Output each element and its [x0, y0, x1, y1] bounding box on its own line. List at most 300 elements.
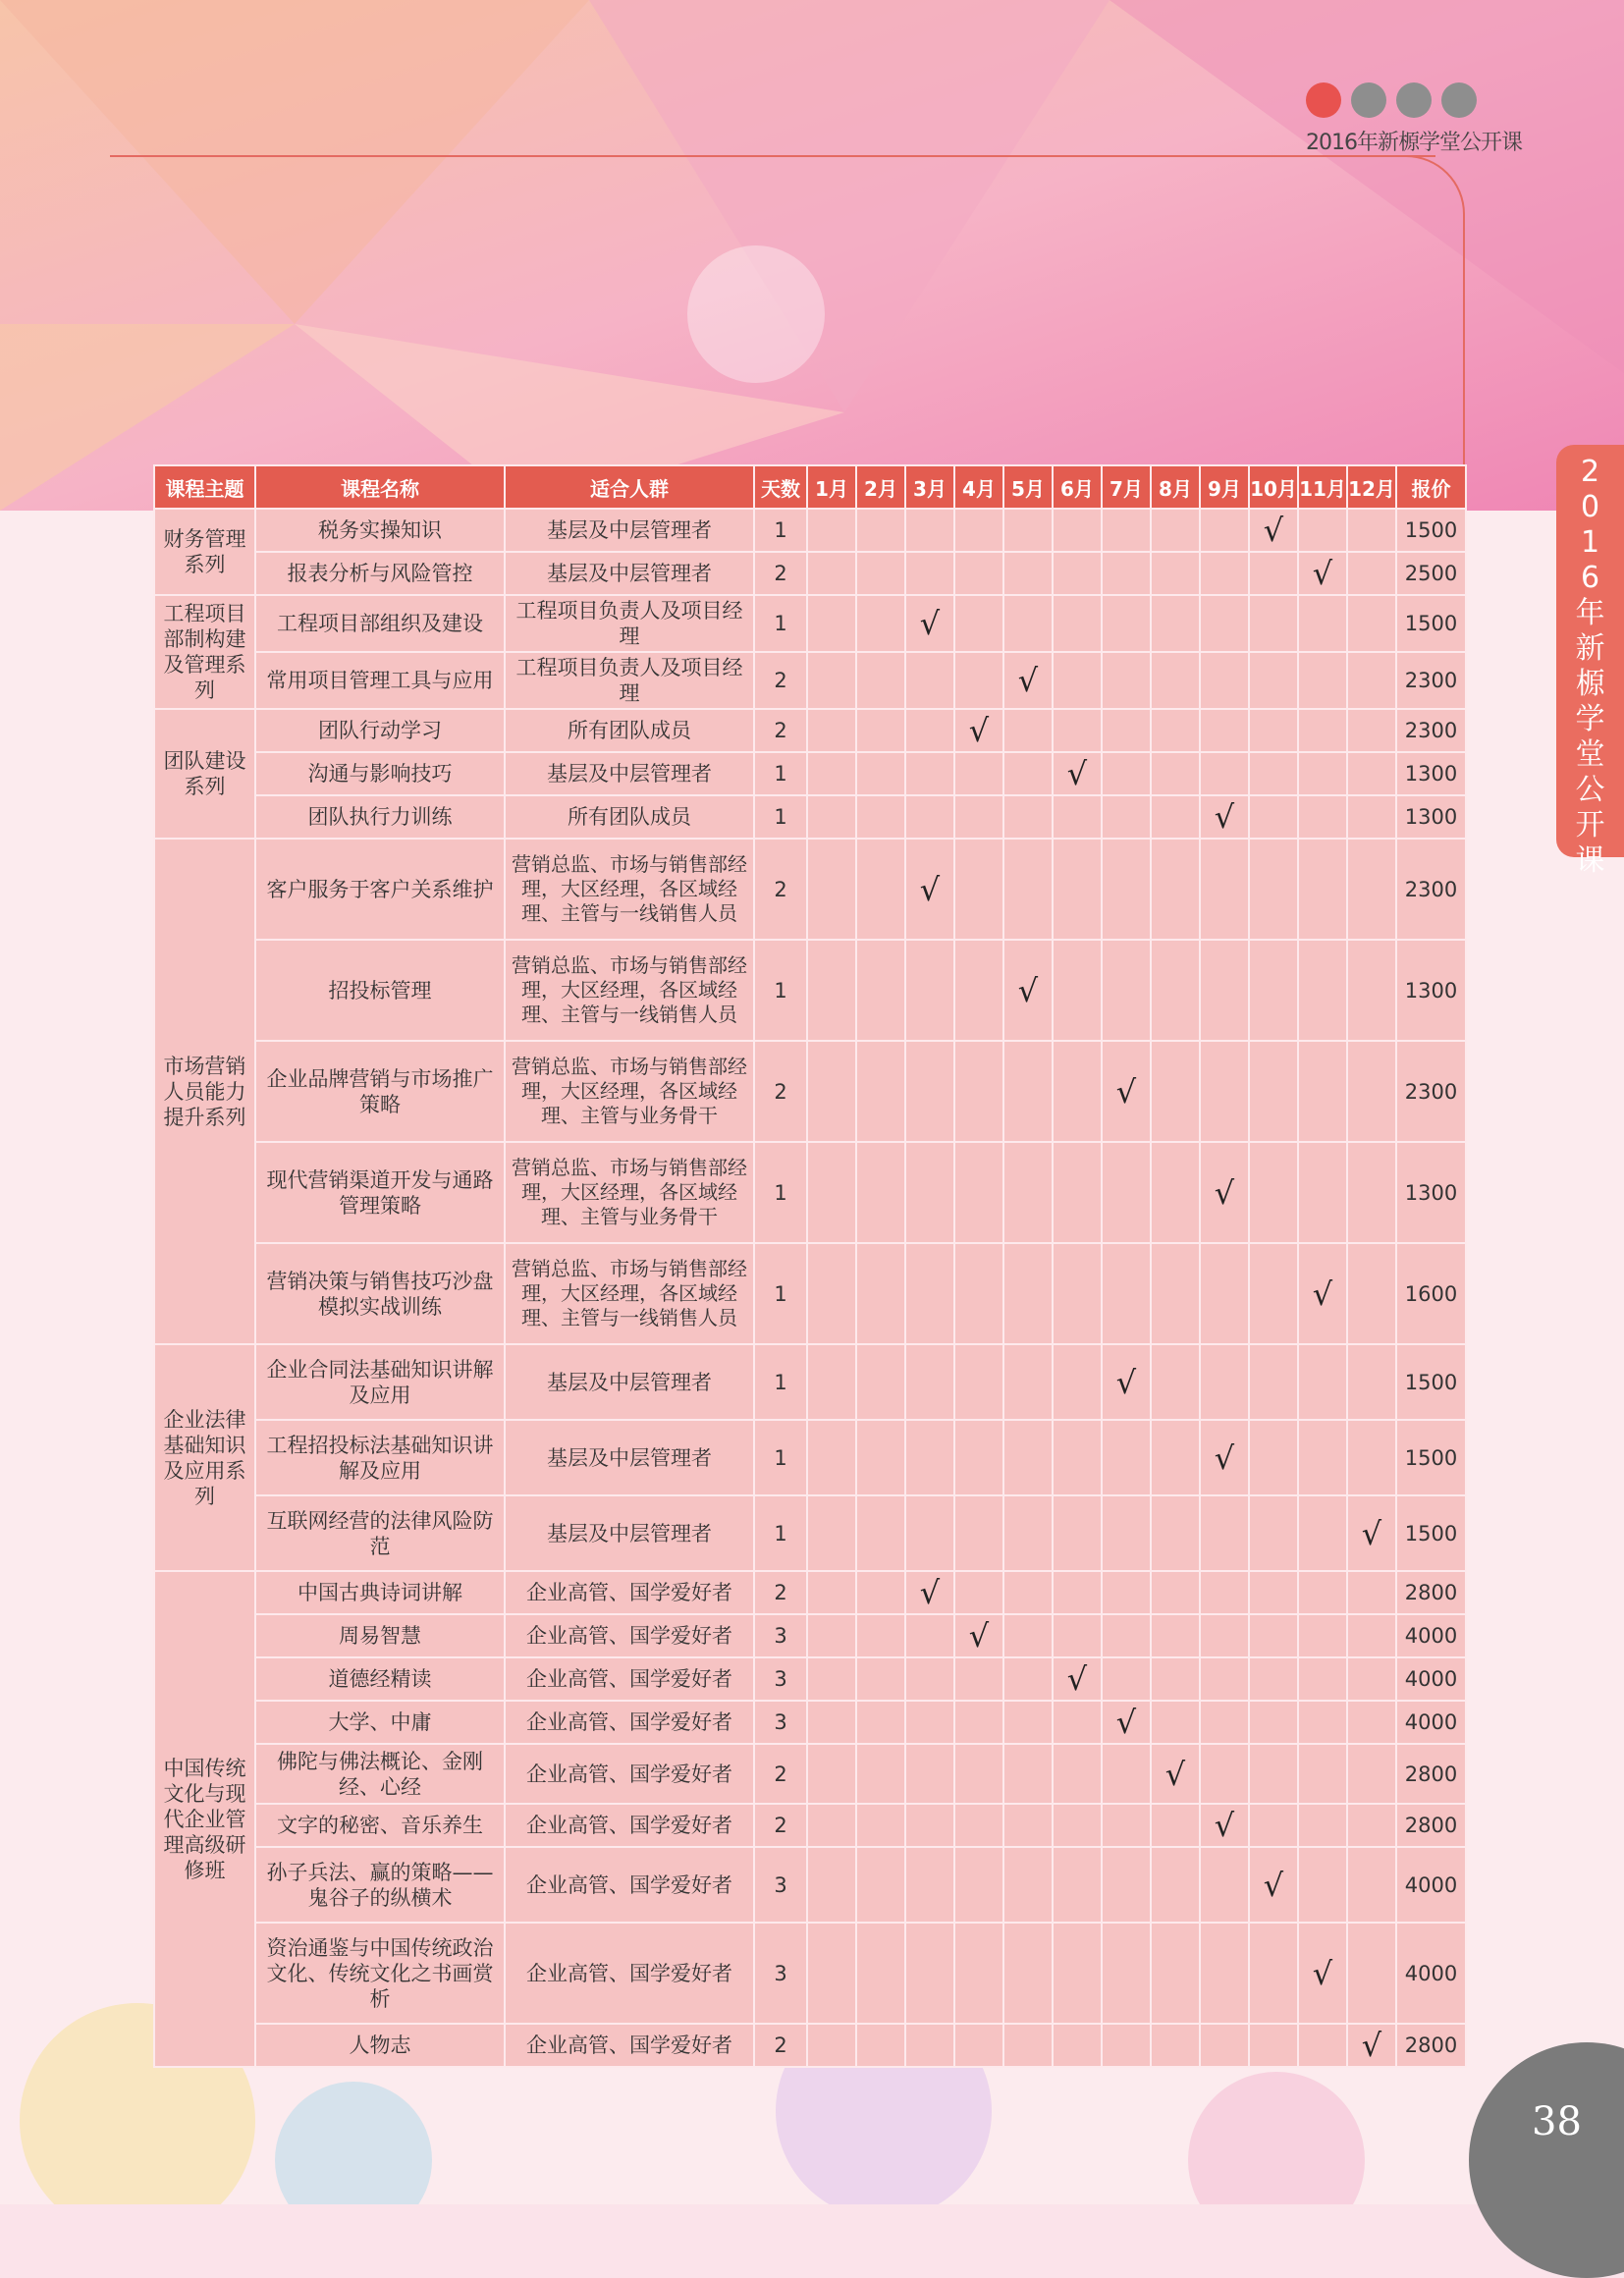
course-name: 工程招投标法基础知识讲解及应用 — [255, 1420, 505, 1495]
course-audience: 工程项目负责人及项目经理 — [505, 595, 754, 652]
month-cell — [1249, 552, 1298, 595]
course-name: 企业品牌营销与市场推广策略 — [255, 1041, 505, 1142]
course-days: 1 — [754, 1344, 807, 1420]
column-header: 12月 — [1347, 465, 1396, 509]
month-cell — [1347, 940, 1396, 1041]
month-cell — [954, 752, 1003, 795]
course-days: 3 — [754, 1614, 807, 1657]
dot-indicator — [1306, 82, 1341, 118]
month-cell — [905, 752, 954, 795]
month-cell — [1003, 1701, 1053, 1744]
side-tab-char: 0 — [1580, 490, 1600, 524]
month-cell — [954, 1923, 1003, 2024]
month-cell — [905, 552, 954, 595]
month-cell — [807, 509, 856, 552]
month-cell — [1102, 1657, 1151, 1701]
month-cell — [856, 1847, 905, 1923]
table-row — [154, 839, 1466, 940]
month-cell — [1003, 1571, 1053, 1614]
month-cell — [1151, 1041, 1200, 1142]
month-cell — [1347, 1744, 1396, 1804]
course-name: 营销决策与销售技巧沙盘模拟实战训练 — [255, 1243, 505, 1344]
month-cell — [1347, 1041, 1396, 1142]
month-cell — [807, 552, 856, 595]
month-cell — [954, 1847, 1003, 1923]
course-name: 大学、中庸 — [255, 1701, 505, 1744]
course-name: 企业合同法基础知识讲解及应用 — [255, 1344, 505, 1420]
month-cell — [856, 1744, 905, 1804]
month-cell — [1053, 1344, 1102, 1420]
column-header: 4月 — [954, 465, 1003, 509]
course-days: 1 — [754, 595, 807, 652]
month-cell — [1151, 795, 1200, 839]
month-cell — [954, 2024, 1003, 2067]
month-cell — [1200, 1344, 1249, 1420]
table-row — [154, 1495, 1466, 1571]
month-cell — [954, 1657, 1003, 1701]
month-cell — [1053, 652, 1102, 709]
month-cell — [1249, 940, 1298, 1041]
month-cell — [1053, 1847, 1102, 1923]
month-cell — [1102, 752, 1151, 795]
course-name: 孙子兵法、赢的策略——鬼谷子的纵横术 — [255, 1847, 505, 1923]
month-cell — [1102, 1243, 1151, 1344]
month-cell — [1347, 652, 1396, 709]
table-row — [154, 940, 1466, 1041]
course-price: 2300 — [1396, 709, 1466, 752]
course-days: 2 — [754, 1571, 807, 1614]
month-cell — [954, 940, 1003, 1041]
month-cell — [807, 795, 856, 839]
month-cell — [1102, 839, 1151, 940]
course-audience: 营销总监、市场与销售部经理，大区经理，各区域经理、主管与一线销售人员 — [505, 839, 754, 940]
month-cell — [807, 1804, 856, 1847]
month-cell — [856, 1923, 905, 2024]
month-cell — [1347, 595, 1396, 652]
month-cell — [1053, 839, 1102, 940]
course-price: 2500 — [1396, 552, 1466, 595]
month-cell — [1003, 1614, 1053, 1657]
course-days: 1 — [754, 509, 807, 552]
month-cell — [1053, 2024, 1102, 2067]
month-cell — [1200, 552, 1249, 595]
side-tab-char: 年 — [1575, 596, 1605, 630]
course-price: 1300 — [1396, 795, 1466, 839]
course-days: 1 — [754, 1495, 807, 1571]
month-cell — [905, 1420, 954, 1495]
month-cell — [1249, 1657, 1298, 1701]
month-cell — [1151, 652, 1200, 709]
month-cell — [1249, 1243, 1298, 1344]
course-price: 2300 — [1396, 652, 1466, 709]
month-cell — [1200, 1041, 1249, 1142]
month-cell — [905, 1041, 954, 1142]
month-check-cell: √ — [905, 595, 954, 652]
month-cell — [856, 752, 905, 795]
month-cell — [1298, 1142, 1347, 1243]
month-cell — [807, 940, 856, 1041]
month-cell — [954, 1344, 1003, 1420]
month-cell — [1298, 1847, 1347, 1923]
table-row — [154, 795, 1466, 839]
month-cell — [1151, 1495, 1200, 1571]
month-cell — [1298, 1495, 1347, 1571]
month-cell — [1102, 1614, 1151, 1657]
course-name: 道德经精读 — [255, 1657, 505, 1701]
month-cell — [1053, 1041, 1102, 1142]
month-cell — [1003, 709, 1053, 752]
month-cell — [1151, 1701, 1200, 1744]
month-check-cell: √ — [1298, 1923, 1347, 2024]
month-cell — [1347, 1804, 1396, 1847]
month-cell — [1151, 595, 1200, 652]
month-check-cell: √ — [1200, 1804, 1249, 1847]
month-cell — [807, 652, 856, 709]
month-cell — [1347, 1614, 1396, 1657]
month-cell — [856, 1571, 905, 1614]
month-cell — [1102, 940, 1151, 1041]
table-row — [154, 752, 1466, 795]
column-header: 6月 — [1053, 465, 1102, 509]
course-days: 2 — [754, 1804, 807, 1847]
course-name: 人物志 — [255, 2024, 505, 2067]
month-cell — [1298, 1344, 1347, 1420]
month-cell — [1003, 839, 1053, 940]
month-cell — [1298, 652, 1347, 709]
course-days: 3 — [754, 1923, 807, 2024]
course-audience: 基层及中层管理者 — [505, 752, 754, 795]
month-cell — [1200, 709, 1249, 752]
month-check-cell: √ — [1298, 552, 1347, 595]
month-cell — [1298, 1701, 1347, 1744]
course-price: 4000 — [1396, 1923, 1466, 2024]
month-cell — [905, 940, 954, 1041]
dot-indicator — [1396, 82, 1432, 118]
month-cell — [1347, 552, 1396, 595]
month-cell — [1200, 839, 1249, 940]
month-cell — [1151, 940, 1200, 1041]
month-cell — [1151, 509, 1200, 552]
month-cell — [1003, 1923, 1053, 2024]
column-header: 9月 — [1200, 465, 1249, 509]
month-cell — [954, 1142, 1003, 1243]
table-row — [154, 1420, 1466, 1495]
month-cell — [807, 1344, 856, 1420]
month-cell — [1003, 1804, 1053, 1847]
course-price: 2300 — [1396, 1041, 1466, 1142]
course-topic: 市场营销人员能力提升系列 — [154, 839, 255, 1344]
course-audience: 企业高管、国学爱好者 — [505, 1571, 754, 1614]
month-cell — [807, 2024, 856, 2067]
month-cell — [1347, 709, 1396, 752]
column-header: 2月 — [856, 465, 905, 509]
course-audience: 工程项目负责人及项目经理 — [505, 652, 754, 709]
table-row — [154, 1614, 1466, 1657]
month-cell — [1249, 752, 1298, 795]
month-cell — [905, 1701, 954, 1744]
month-cell — [905, 1847, 954, 1923]
month-cell — [1003, 1243, 1053, 1344]
month-cell — [1053, 1701, 1102, 1744]
month-cell — [1102, 1744, 1151, 1804]
course-name: 佛陀与佛法概论、金刚经、心经 — [255, 1744, 505, 1804]
month-cell — [905, 1614, 954, 1657]
month-cell — [1102, 1420, 1151, 1495]
course-name: 文字的秘密、音乐养生 — [255, 1804, 505, 1847]
month-cell — [1249, 595, 1298, 652]
course-audience: 基层及中层管理者 — [505, 509, 754, 552]
month-cell — [905, 795, 954, 839]
month-cell — [1347, 1142, 1396, 1243]
month-cell — [1053, 709, 1102, 752]
table-row — [154, 552, 1466, 595]
course-topic: 团队建设系列 — [154, 709, 255, 839]
month-cell — [1249, 2024, 1298, 2067]
month-cell — [1298, 1571, 1347, 1614]
month-cell — [1298, 752, 1347, 795]
course-price: 2800 — [1396, 1804, 1466, 1847]
month-cell — [1102, 1142, 1151, 1243]
column-header: 天数 — [754, 465, 807, 509]
month-cell — [1003, 595, 1053, 652]
month-cell — [1347, 509, 1396, 552]
dot-indicator — [1441, 82, 1477, 118]
month-cell — [807, 1420, 856, 1495]
column-header: 1月 — [807, 465, 856, 509]
month-cell — [1102, 1495, 1151, 1571]
month-cell — [807, 1701, 856, 1744]
course-days: 1 — [754, 1243, 807, 1344]
course-audience: 企业高管、国学爱好者 — [505, 1923, 754, 2024]
page-dots — [1306, 82, 1477, 118]
month-cell — [1102, 652, 1151, 709]
month-cell — [1298, 1804, 1347, 1847]
course-price: 4000 — [1396, 1614, 1466, 1657]
course-audience: 营销总监、市场与销售部经理，大区经理，各区域经理、主管与一线销售人员 — [505, 1243, 754, 1344]
month-cell — [954, 795, 1003, 839]
month-cell — [1053, 1142, 1102, 1243]
header-rule — [110, 155, 1435, 157]
table-row — [154, 1571, 1466, 1614]
course-topic: 企业法律基础知识及应用系列 — [154, 1344, 255, 1571]
month-cell — [1151, 552, 1200, 595]
month-cell — [1151, 1571, 1200, 1614]
course-price: 2800 — [1396, 2024, 1466, 2067]
course-audience: 基层及中层管理者 — [505, 1344, 754, 1420]
month-cell — [1102, 509, 1151, 552]
month-cell — [1053, 1243, 1102, 1344]
side-tab-char: 堂 — [1575, 737, 1605, 772]
month-cell — [1151, 1344, 1200, 1420]
month-cell — [1249, 1923, 1298, 2024]
month-cell — [1249, 1571, 1298, 1614]
month-cell — [905, 1923, 954, 2024]
month-cell — [1347, 752, 1396, 795]
course-audience: 企业高管、国学爱好者 — [505, 1847, 754, 1923]
month-cell — [1003, 1847, 1053, 1923]
month-cell — [856, 1344, 905, 1420]
month-cell — [807, 839, 856, 940]
month-check-cell: √ — [1200, 1420, 1249, 1495]
month-check-cell: √ — [1053, 752, 1102, 795]
month-cell — [1003, 1495, 1053, 1571]
course-audience: 基层及中层管理者 — [505, 1495, 754, 1571]
course-price: 1300 — [1396, 1142, 1466, 1243]
course-name: 招投标管理 — [255, 940, 505, 1041]
month-cell — [905, 709, 954, 752]
month-cell — [807, 1657, 856, 1701]
table-header-row — [154, 465, 1466, 509]
month-cell — [1200, 1495, 1249, 1571]
course-days: 2 — [754, 2024, 807, 2067]
course-name: 沟通与影响技巧 — [255, 752, 505, 795]
month-cell — [954, 595, 1003, 652]
month-cell — [1298, 1420, 1347, 1495]
month-cell — [954, 1495, 1003, 1571]
month-cell — [807, 1495, 856, 1571]
month-cell — [1151, 1847, 1200, 1923]
course-days: 3 — [754, 1701, 807, 1744]
month-cell — [1053, 1571, 1102, 1614]
month-cell — [856, 1142, 905, 1243]
column-header: 7月 — [1102, 465, 1151, 509]
month-cell — [1003, 1041, 1053, 1142]
month-cell — [807, 709, 856, 752]
month-cell — [1053, 1923, 1102, 2024]
course-price: 1300 — [1396, 940, 1466, 1041]
month-cell — [1249, 795, 1298, 839]
month-check-cell: √ — [1102, 1701, 1151, 1744]
month-cell — [856, 940, 905, 1041]
month-cell — [807, 1571, 856, 1614]
side-tab-char: 学 — [1575, 702, 1605, 736]
month-cell — [1249, 709, 1298, 752]
month-cell — [856, 1701, 905, 1744]
month-cell — [1347, 1657, 1396, 1701]
month-check-cell: √ — [1200, 1142, 1249, 1243]
month-cell — [1003, 1420, 1053, 1495]
month-cell — [1003, 1142, 1053, 1243]
month-cell — [1200, 1571, 1249, 1614]
course-audience: 企业高管、国学爱好者 — [505, 1804, 754, 1847]
course-days: 1 — [754, 940, 807, 1041]
month-cell — [1102, 1847, 1151, 1923]
month-check-cell: √ — [905, 1571, 954, 1614]
month-check-cell: √ — [1249, 509, 1298, 552]
month-cell — [1347, 1847, 1396, 1923]
course-topic: 中国传统文化与现代企业管理高级研修班 — [154, 1571, 255, 2067]
month-cell — [905, 1744, 954, 1804]
month-cell — [1151, 839, 1200, 940]
month-cell — [954, 1571, 1003, 1614]
month-cell — [1200, 2024, 1249, 2067]
side-tab-char: 课 — [1575, 843, 1605, 878]
course-audience: 企业高管、国学爱好者 — [505, 1657, 754, 1701]
month-cell — [856, 2024, 905, 2067]
table-row — [154, 1041, 1466, 1142]
course-name: 互联网经营的法律风险防范 — [255, 1495, 505, 1571]
month-cell — [954, 1243, 1003, 1344]
month-cell — [1347, 1923, 1396, 2024]
table-row — [154, 1243, 1466, 1344]
column-header: 课程主题 — [154, 465, 255, 509]
month-cell — [807, 1041, 856, 1142]
month-cell — [1053, 795, 1102, 839]
month-cell — [1200, 1657, 1249, 1701]
month-cell — [1298, 2024, 1347, 2067]
month-cell — [905, 1657, 954, 1701]
month-cell — [1298, 1744, 1347, 1804]
month-cell — [1053, 1804, 1102, 1847]
course-audience: 基层及中层管理者 — [505, 1420, 754, 1495]
month-cell — [905, 1804, 954, 1847]
month-cell — [905, 1243, 954, 1344]
month-cell — [1200, 652, 1249, 709]
table-row — [154, 1701, 1466, 1744]
month-cell — [1102, 2024, 1151, 2067]
course-name: 中国古典诗词讲解 — [255, 1571, 505, 1614]
side-tab-char: 1 — [1580, 525, 1600, 560]
course-name: 团队执行力训练 — [255, 795, 505, 839]
side-tab-char: 开 — [1575, 808, 1605, 842]
month-check-cell: √ — [1200, 795, 1249, 839]
side-tab-label — [1556, 445, 1624, 878]
month-cell — [1249, 1495, 1298, 1571]
month-cell — [1298, 709, 1347, 752]
brand-title: 2016年新榞学堂公开课 — [1306, 131, 1522, 155]
table-row — [154, 2024, 1466, 2067]
month-cell — [807, 1142, 856, 1243]
month-cell — [954, 1744, 1003, 1804]
month-cell — [1151, 1923, 1200, 2024]
month-cell — [1298, 509, 1347, 552]
month-cell — [1249, 1614, 1298, 1657]
course-name: 资治通鉴与中国传统政治文化、传统文化之书画赏析 — [255, 1923, 505, 2024]
course-days: 2 — [754, 552, 807, 595]
course-audience: 营销总监、市场与销售部经理，大区经理，各区域经理、主管与业务骨干 — [505, 1041, 754, 1142]
course-price: 2300 — [1396, 839, 1466, 940]
month-cell — [1151, 709, 1200, 752]
course-days: 2 — [754, 709, 807, 752]
course-name: 报表分析与风险管控 — [255, 552, 505, 595]
column-header: 报价 — [1396, 465, 1466, 509]
month-cell — [1347, 1243, 1396, 1344]
month-check-cell: √ — [1347, 1495, 1396, 1571]
course-price: 1500 — [1396, 1420, 1466, 1495]
month-cell — [1003, 795, 1053, 839]
course-price: 2800 — [1396, 1744, 1466, 1804]
month-cell — [1200, 1701, 1249, 1744]
month-cell — [1200, 509, 1249, 552]
month-cell — [1053, 940, 1102, 1041]
column-header: 8月 — [1151, 465, 1200, 509]
month-cell — [1003, 752, 1053, 795]
course-name: 周易智慧 — [255, 1614, 505, 1657]
month-cell — [1151, 1243, 1200, 1344]
month-cell — [807, 1243, 856, 1344]
month-cell — [1347, 1701, 1396, 1744]
course-audience: 营销总监、市场与销售部经理，大区经理，各区域经理、主管与一线销售人员 — [505, 940, 754, 1041]
month-cell — [856, 1495, 905, 1571]
month-cell — [807, 1744, 856, 1804]
month-cell — [856, 552, 905, 595]
month-cell — [807, 1923, 856, 2024]
table-row — [154, 1847, 1466, 1923]
month-cell — [1151, 2024, 1200, 2067]
month-cell — [1102, 709, 1151, 752]
month-cell — [1003, 1744, 1053, 1804]
course-price: 1500 — [1396, 1495, 1466, 1571]
